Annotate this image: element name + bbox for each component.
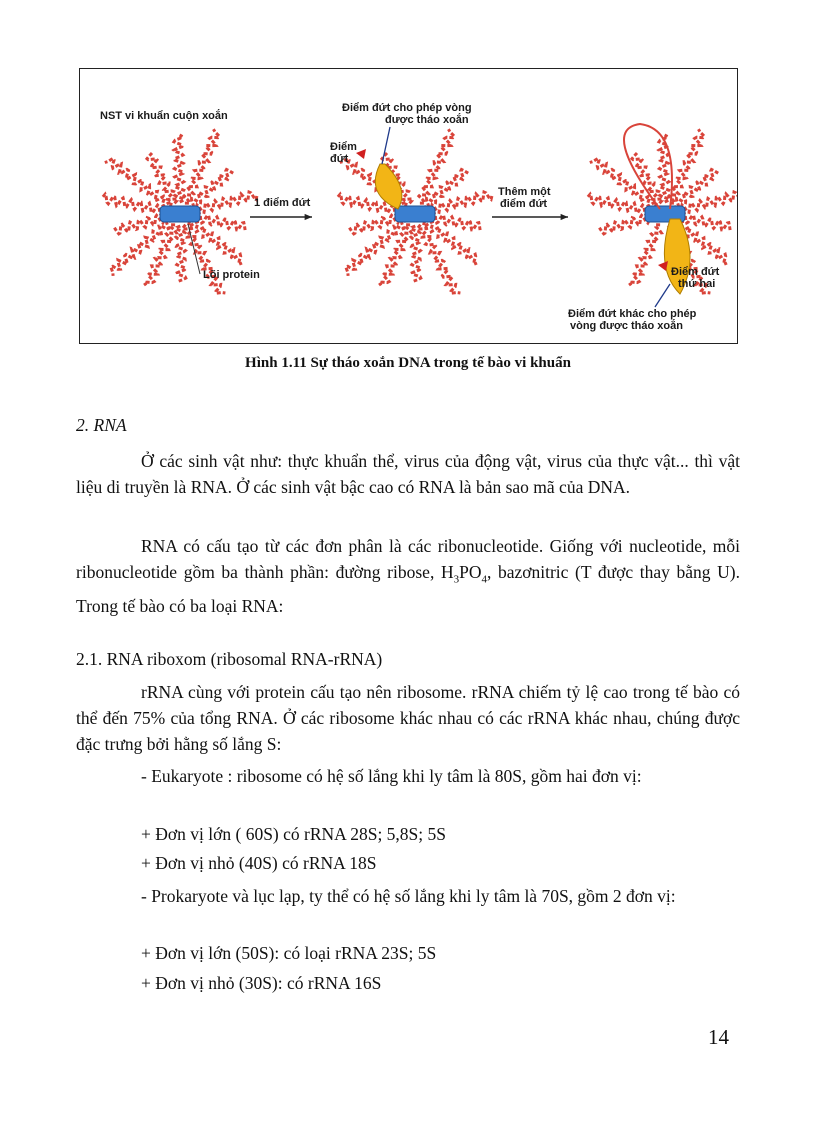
paragraph-3: rRNA cùng với protein cấu tạo nên ribosome. rRNA chiếm tỷ lệ cao trong tế bào có thể đến 75% của tổng RNA. Ở các ribosome khác nhau có các rRNA khác nhau, chúng được đặc trưng bởi hằng số lắng S: <box>76 682 740 754</box>
label-cut-allow-2: được tháo xoắn <box>385 114 469 126</box>
label-other-cut-2: vòng được tháo xoắn <box>570 320 683 332</box>
nucleoid-1-loop <box>174 135 184 202</box>
paragraph-1: Ở các sinh vật như: thực khuẩn thể, virus của động vật, virus của thực vật... thì vật liệu di truyền là RNA. Ở các sinh vật bậc cao có RNA là bản sao mã của DNA. <box>76 451 740 497</box>
label-cut-point-1: Điểm <box>330 141 357 153</box>
label-protein-core: Lõi protein <box>203 269 260 281</box>
subsection-heading: 2.1. RNA riboxom (ribosomal RNA-rRNA) <box>76 649 383 669</box>
para2-sub-2: 4 <box>481 573 487 586</box>
nucleoid-3-loop <box>588 194 653 215</box>
label-one-cut: 1 điểm đứt <box>254 197 311 209</box>
cut-marker-1 <box>356 149 366 159</box>
nucleoid-2-loop <box>423 221 477 264</box>
eukaryote-line: - Eukaryote : ribosome có hệ số lắng khi ly tâm là 80S, gồm hai đơn vị: <box>141 766 642 786</box>
nucleoid-1-loop <box>103 194 168 215</box>
para2-text-a: RNA có cấu tạo từ các đơn phân là các ribonucleotide. Giống với nucleotide, mỗi ribonucleotide gồm ba thành phần: đường ribose, H <box>76 536 740 582</box>
nucleoid-1-loop <box>184 129 219 203</box>
label-add-cut-2: điểm đứt <box>500 198 548 210</box>
page-number: 14 <box>708 1025 729 1049</box>
para2-sub-1: 3 <box>453 573 460 586</box>
paragraph-2 <box>76 533 740 619</box>
prokaryote-line: - Prokaryote và lục lạp, ty thể có hệ số lắng khi ly tâm là 70S, gồm 2 đơn vị: <box>141 886 676 906</box>
nucleoid-2-loop <box>419 129 454 203</box>
label-cut-point-2: đứt <box>330 153 349 165</box>
nucleoid-1-core <box>160 206 200 222</box>
figure-dna-unwinding <box>79 68 738 344</box>
pro-large-unit: + Đơn vị lớn (50S): có loại rRNA 23S; 5S <box>141 943 437 963</box>
figure-caption: Hình 1.11 Sự tháo xoắn DNA trong tế bào vi khuẩn <box>245 355 571 371</box>
nucleoid-3-loop <box>629 225 661 286</box>
arrow-one-cut-head <box>305 214 312 220</box>
label-second-cut-1: Điểm đứt <box>671 266 720 278</box>
label-add-cut-1: Thêm một <box>498 186 551 198</box>
pointer-other-cut <box>655 284 670 307</box>
para2-text-c: , bazơnitric (T được thay bằng U). Trong tế bào có ba loại RNA: <box>76 562 740 616</box>
label-second-cut-2: thứ hai <box>678 278 716 290</box>
label-cut-allow-1: Điểm đứt cho phép vòng <box>342 102 472 114</box>
euk-small-unit: + Đơn vị nhỏ (40S) có rRNA 18S <box>141 853 377 873</box>
unwound-loop-1 <box>375 164 402 209</box>
label-other-cut-1: Điểm đứt khác cho phép <box>568 308 697 320</box>
nucleoid-2-loop <box>411 226 421 281</box>
nucleoid-3-loop <box>669 129 704 203</box>
label-nst: NST vi khuẩn cuộn xoắn <box>100 110 228 122</box>
nucleoid-2-core <box>395 206 435 222</box>
nucleoid-1-loop <box>176 226 186 281</box>
euk-large-unit: + Đơn vị lớn ( 60S) có rRNA 28S; 5,8S; 5S <box>141 824 447 844</box>
arrow-add-cut-head <box>561 214 568 220</box>
section-heading-rna: 2. RNA <box>76 415 127 435</box>
pro-small-unit: + Đơn vị nhỏ (30S): có rRNA 16S <box>141 973 382 993</box>
para2-text-b: PO <box>459 562 482 582</box>
